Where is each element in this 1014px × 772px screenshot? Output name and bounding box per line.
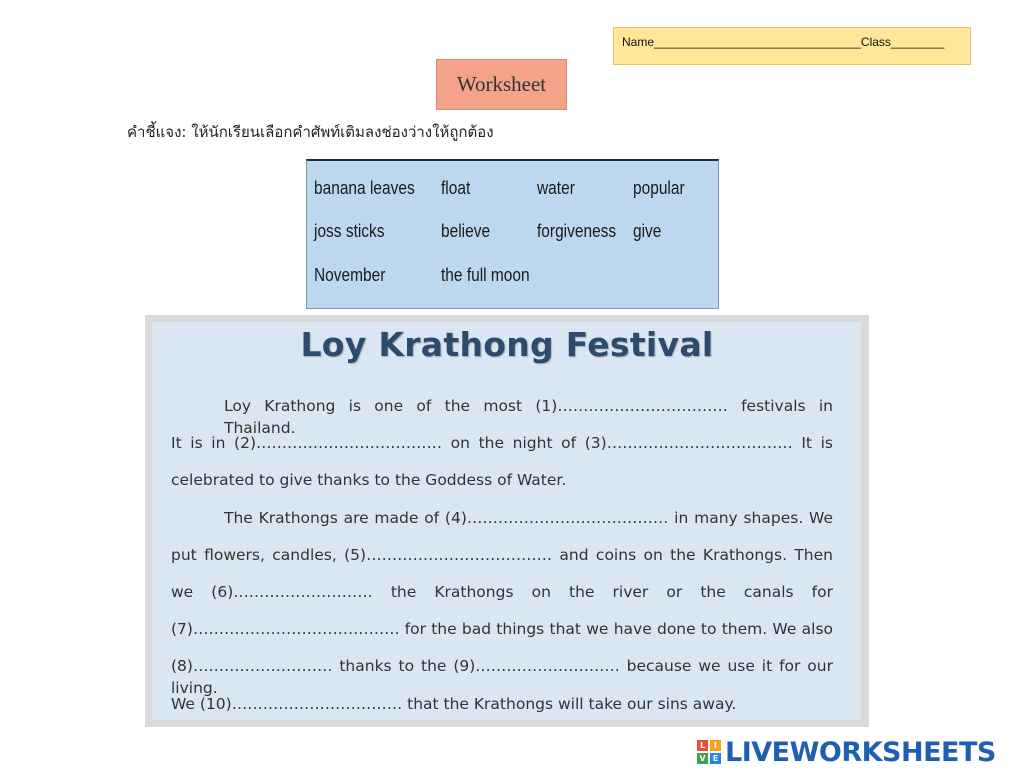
story-line: we (6)……………………… the Krathongs on the river or the canals for bbox=[171, 583, 833, 601]
logo-letter: V bbox=[697, 753, 708, 764]
story-line: put flowers, candles, (5)……………………………… and coins on the Krathongs. Then bbox=[171, 546, 833, 564]
logo-letter: L bbox=[697, 740, 708, 751]
worksheet-title: Worksheet bbox=[436, 59, 567, 110]
liveworksheets-logo bbox=[697, 735, 996, 769]
word-bank-item: forgiveness bbox=[537, 221, 617, 241]
story-line: (7)…………………………………. for the bad things that we have done to them. We also bbox=[171, 620, 833, 638]
story-line: It is in (2)……………………………… on the night of (3)……………………………… It is bbox=[171, 434, 833, 452]
logo-letter: I bbox=[710, 740, 721, 751]
word-bank-item: November bbox=[314, 265, 386, 285]
story-line: We (10)…………………………… that the Krathongs will take our sins away. bbox=[171, 695, 737, 713]
word-bank-item: joss sticks bbox=[314, 221, 385, 241]
word-bank-item: water bbox=[537, 178, 575, 198]
word-bank bbox=[306, 159, 719, 309]
word-bank-item: float bbox=[441, 178, 471, 198]
instruction-text: คำชี้แจง: ให้นักเรียนเลือกคำศัพท์เติมลงช่องว่างให้ถูกต้อง bbox=[127, 123, 494, 141]
logo-text: LIVEWORKSHEETS bbox=[725, 736, 996, 768]
story-line: The Krathongs are made of (4)………………………………… in many shapes. We bbox=[224, 509, 833, 527]
story-line: Loy Krathong is one of the most (1)…………………………… festivals in Thailand. bbox=[224, 397, 833, 437]
story-line: (8)……………………… thanks to the (9)………………………. because we use it for our living. bbox=[171, 657, 833, 697]
word-bank-item: popular bbox=[633, 178, 685, 198]
name-class-field[interactable]: Name_______________________________Class________ bbox=[613, 27, 971, 65]
word-bank-item: banana leaves bbox=[314, 178, 415, 198]
word-bank-item: give bbox=[633, 221, 662, 241]
logo-icon bbox=[697, 740, 721, 764]
story-title: Loy Krathong Festival bbox=[300, 325, 714, 364]
word-bank-item: believe bbox=[441, 221, 491, 241]
word-bank-item: the full moon bbox=[441, 265, 530, 285]
story-line: celebrated to give thanks to the Goddess of Water. bbox=[171, 471, 567, 489]
logo-letter: E bbox=[710, 753, 721, 764]
